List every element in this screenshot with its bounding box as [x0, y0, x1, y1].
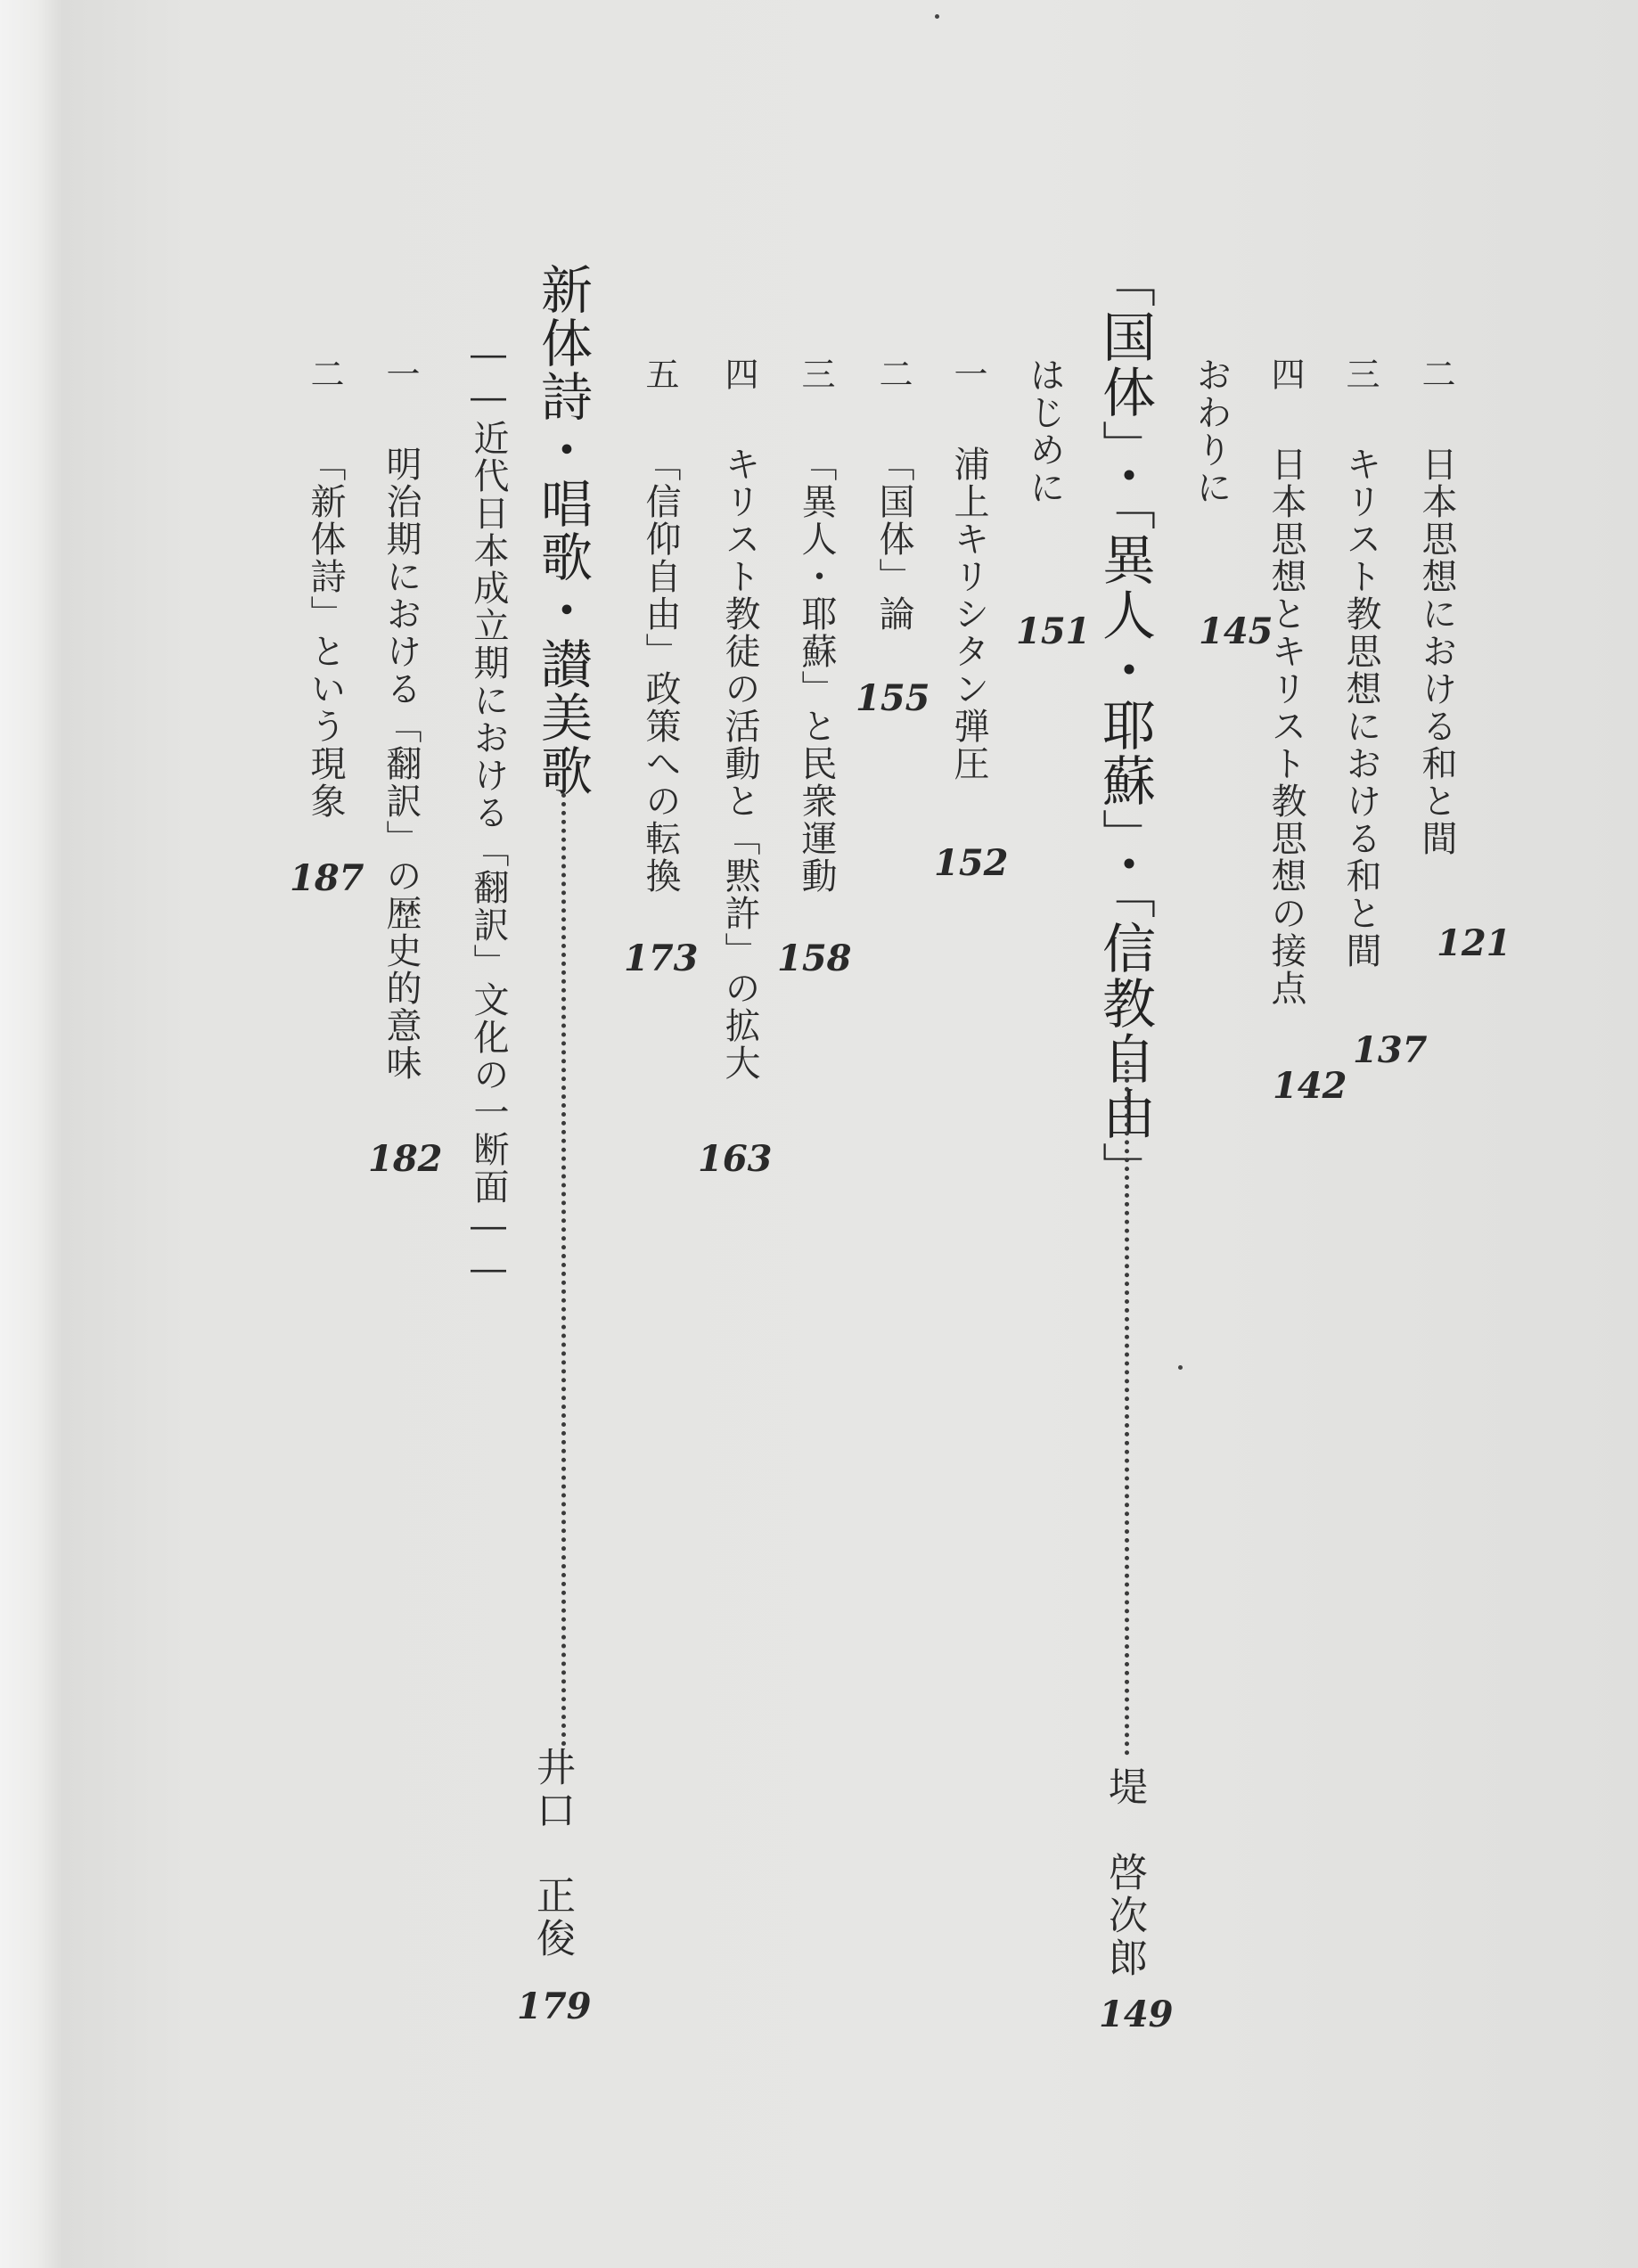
entry-page-number: 182 — [368, 1138, 443, 1180]
entry-page-number: 173 — [624, 937, 699, 979]
entry-number: 四 — [719, 356, 758, 396]
entry-title: 日本思想とキリスト教思想の接点 — [1265, 446, 1306, 1007]
leader-dots — [1125, 1060, 1129, 1756]
entry-page-number: 187 — [290, 857, 364, 899]
chapter-page-number: 149 — [1099, 1994, 1174, 2035]
page-gutter-shadow — [0, 0, 62, 2268]
entry-number: 三 — [796, 356, 835, 396]
entry-number: 二 — [873, 356, 913, 396]
entry-title: 浦上キリシタン弾圧 — [948, 446, 989, 782]
entry-title: 「信仰自由」政策への転換 — [640, 446, 681, 895]
chapter-heading: 「国体」・「異人・耶蘇」・「信教自由」 — [1093, 254, 1156, 1197]
entry-title: キリスト教思想における和と間 — [1340, 446, 1381, 970]
entry-page-number: 137 — [1353, 1029, 1428, 1071]
entry-number: 三 — [1340, 356, 1380, 396]
entry-title: おわりに — [1191, 356, 1232, 506]
paper-speck — [935, 14, 939, 19]
entry-number: 四 — [1265, 356, 1305, 396]
entry-number: 二 — [1416, 356, 1455, 396]
paper-speck — [1178, 1365, 1183, 1370]
entry-page-number: 121 — [1437, 922, 1511, 964]
entry-page-number: 155 — [856, 677, 930, 719]
entry-number: 一 — [948, 356, 987, 396]
entry-title: 「国体」論 — [873, 446, 914, 633]
entry-title: はじめに — [1024, 356, 1065, 506]
entry-number: 五 — [640, 356, 679, 396]
entry-page-number: 145 — [1199, 610, 1274, 652]
entry-page-number: 152 — [934, 842, 1009, 884]
entry-page-number: 163 — [698, 1138, 773, 1180]
chapter-author: 井口 正俊 — [529, 1747, 575, 1961]
entry-title: 「新体詩」という現象 — [305, 446, 346, 820]
entry-page-number: 158 — [777, 937, 852, 979]
chapter-author: 堤 啓次郎 — [1102, 1766, 1147, 1980]
entry-page-number: 151 — [1016, 610, 1091, 652]
entry-title: 明治期における「翻訳」の歴史的意味 — [381, 446, 422, 1082]
chapter-page-number: 179 — [517, 1986, 592, 2027]
entry-page-number: 142 — [1273, 1065, 1347, 1107]
entry-number: 二 — [305, 356, 344, 396]
book-page — [62, 0, 1638, 2268]
chapter-subtitle: ――近代日本成立期における「翻訳」文化の一断面―― — [468, 334, 509, 1291]
entry-title: 「異人・耶蘇」と民衆運動 — [796, 446, 837, 895]
entry-title: 日本思想における和と間 — [1416, 446, 1457, 857]
leader-dots — [561, 793, 566, 1747]
entry-title: キリスト教徒の活動と「黙許」の拡大 — [719, 446, 760, 1082]
chapter-heading: 新体詩・唱歌・讃美歌 — [532, 263, 593, 798]
entry-number: 一 — [381, 356, 420, 396]
